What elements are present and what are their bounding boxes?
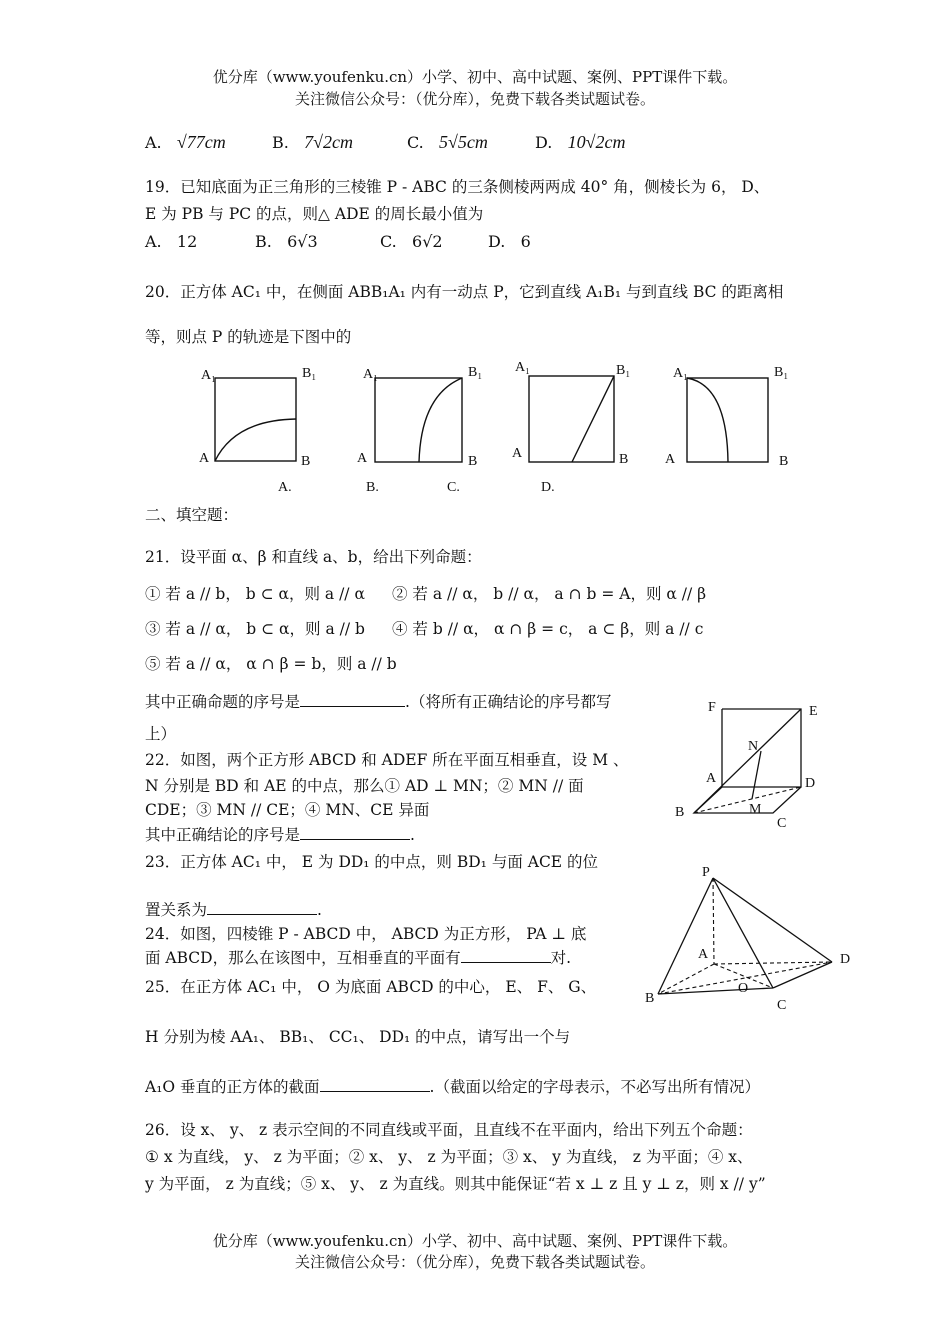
fig-c-label-br: B [619,452,629,467]
fig-a-caption: A. [278,480,292,495]
q21-proposition-4: ④ 若 b // α， α ∩ β = c， a ⊂ β，则 a // c [392,620,704,638]
q24-label-D: D [840,952,851,967]
q22-answer-blank[interactable] [300,825,410,840]
q22-label-E: E [809,704,818,719]
q24-label-B: B [645,991,655,1006]
fig-b-label-bl: A [357,451,368,466]
fig-a-label-tr: B₁ [302,366,317,381]
footer-line-1: 优分库（www.youfenku.cn）小学、初中、高中试题、案例、PPT课件下载。 [212,1232,738,1250]
q24-label-O: O [738,981,749,996]
q21-question: 其中正确命题的序号是 .（将所有正确结论的序号都写 [145,693,612,711]
fig-c-label-tl: A₁ [515,360,530,375]
fig-a-label-br: B [301,454,311,469]
q22-label-F: F [708,700,716,715]
q21-proposition-1: ① 若 a // b， b ⊂ α，则 a // α [145,585,365,603]
q22-label-C: C [777,816,787,831]
q22-label-A: A [706,771,717,786]
fig-a-label-tl: A₁ [201,368,216,383]
q19-option-d: D. 6 [488,232,531,251]
q22-line-3: CDE；③ MN // CE；④ MN、CE 异面 [145,801,430,819]
fig-b-caption: B. [366,480,379,495]
header-line-2: 关注微信公众号：（优分库），免费下载各类试题试卷。 [294,90,655,108]
q19-option-c: C. 6√2 [380,232,443,251]
q22-label-N: N [748,739,759,754]
fig-c-label-bl: A [512,446,523,461]
q23-line-1: 23．正方体 AC₁ 中， E 为 DD₁ 的中点，则 BD₁ 与面 ACE 的位 [145,853,599,871]
fig-d-label-bl: A [665,452,676,467]
q21-question-cont: 上） [145,725,177,743]
q26-line-1: 26．设 x、 y、 z 表示空间的不同直线或平面，且直线不在平面内，给出下列五个命题： [145,1121,753,1139]
fig-a-label-bl: A [199,451,210,466]
q21-answer-blank[interactable] [300,692,405,707]
fig-d-caption: D. [541,480,555,495]
q21-proposition-3: ③ 若 a // α， b ⊂ α，则 a // b [145,620,365,638]
q20-figure-c [447,360,640,495]
q24-label-A: A [698,947,709,962]
q22-label-D: D [805,776,816,791]
q18-option-a: A. √77cm [145,132,226,152]
q22-label-B: B [675,805,685,820]
q25-answer-blank[interactable] [320,1077,430,1092]
q25-line-1: 25．在正方体 AC₁ 中， O 为底面 ABCD 的中心， E、 F、 G、 [145,978,597,996]
q24-label-P: P [702,865,710,880]
fig-c-label-tr: B₁ [616,363,631,378]
footer-line-2: 关注微信公众号：（优分库），免费下载各类试题试卷。 [294,1253,655,1271]
q20-stem-line-2: 等，则点 P 的轨迹是下图中的 [145,328,352,346]
fig-d-label-tl: A₁ [673,366,688,381]
q18-option-b: B. 7√2cm [272,132,353,152]
q20-figure-d [541,365,795,495]
q26-line-2: ① x 为直线， y、 z 为平面；② x、 y、 z 为平面；③ x、 y 为直线， z 为平面；④ x、 [145,1148,753,1166]
q22-line-1: 22．如图，两个正方形 ABCD 和 ADEF 所在平面互相垂直，设 M 、 [145,751,629,769]
header-line-1: 优分库（www.youfenku.cn）小学、初中、高中试题、案例、PPT课件下载。 [212,68,738,86]
q26-line-3: y 为平面， z 为直线；⑤ x、 y、 z 为直线。则其中能保证“若 x ⊥ z 且 y ⊥ z，则 x // y” [145,1175,766,1193]
q23-line-2: 置关系为 . [145,901,322,919]
fig-b-label-tl: A₁ [363,367,378,382]
fig-d-label-tr: B₁ [774,365,789,380]
q24-line-2: 面 ABCD，那么在该图中，互相垂直的平面有 对. [145,949,572,967]
q20-stem-line-1: 20．正方体 AC₁ 中，在侧面 ABB₁A₁ 内有一动点 P，它到直线 A₁B₁ 与到直线 BC 的距离相 [145,283,784,301]
q19-stem-line-1: 19．已知底面为正三角形的三棱锥 P - ABC 的三条侧棱两两成 40° 角，侧棱长为 6， D、 [145,178,770,196]
fig-b-label-br: B [468,454,478,469]
fig-d-label-br: B [779,454,789,469]
q22-label-M: M [749,802,762,817]
q20-figure-a [195,365,325,495]
q20-figure-b [355,365,485,495]
fig-b-label-tr: B₁ [468,365,483,380]
fig-c-caption: C. [447,480,460,495]
q25-line-3: A₁O 垂直的正方体的截面 .（截面以给定的字母表示，不必写出所有情况） [145,1078,760,1096]
q19-option-a: A. 12 [145,232,198,251]
q22-line-2: N 分别是 BD 和 AE 的中点，那么① AD ⊥ MN；② MN // 面 [145,777,584,795]
q19-stem-line-2: E 为 PB 与 PC 的点，则△ ADE 的周长最小值为 [145,205,484,223]
q24-label-C: C [777,998,787,1013]
q24-figure [640,862,855,1012]
q22-figure [670,695,830,835]
q22-line-4: 其中正确结论的序号是 . [145,826,415,844]
q23-answer-blank[interactable] [207,900,317,915]
q21-stem: 21．设平面 α、β 和直线 a、b，给出下列命题： [145,548,482,566]
q25-line-2: H 分别为棱 AA₁、 BB₁、 CC₁、 DD₁ 的中点，请写出一个与 [145,1028,571,1046]
q24-line-1: 24．如图，四棱锥 P - ABCD 中， ABCD 为正方形， PA ⊥ 底 [145,925,587,943]
q18-option-d: D. 10√2cm [535,132,626,152]
q18-option-c: C. 5√5cm [407,132,488,152]
q19-option-b: B. 6√3 [255,232,318,251]
section-2-title: 二、填空题： [145,506,239,524]
q24-answer-blank[interactable] [461,948,551,963]
q21-proposition-5: ⑤ 若 a // α， α ∩ β = b，则 a // b [145,655,397,673]
q21-proposition-2: ② 若 a // α， b // α， a ∩ b = A，则 α // β [392,585,707,603]
